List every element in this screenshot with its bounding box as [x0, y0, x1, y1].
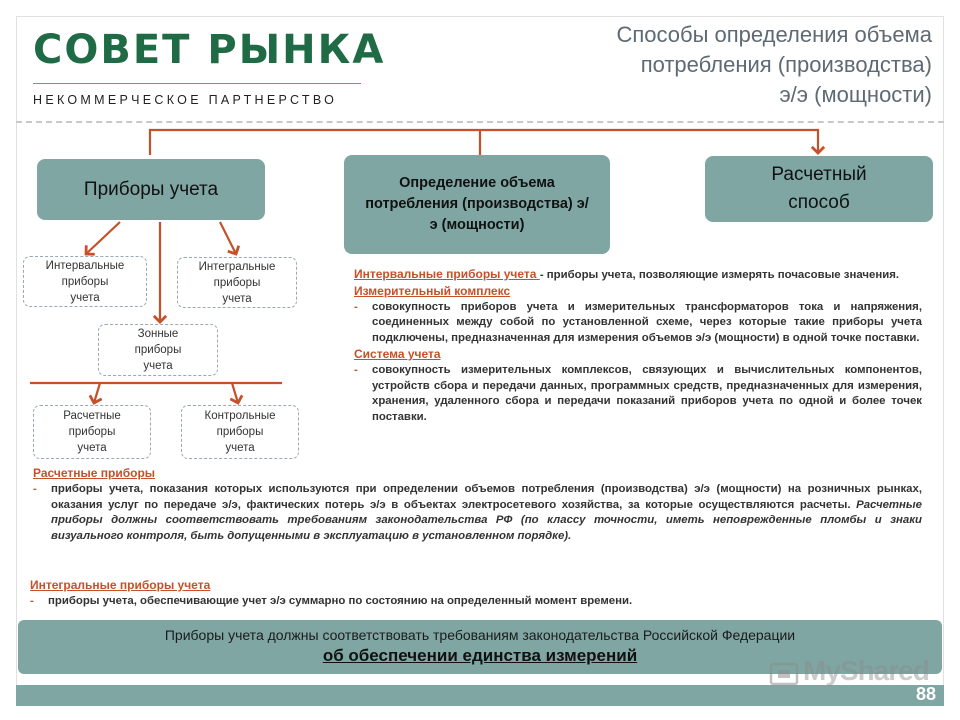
interval-line-3: учета — [70, 291, 100, 304]
control-line-2: приборы — [216, 426, 264, 438]
control-line-1: Контрольные — [204, 410, 276, 422]
settlement-definition-head: Расчетные приборы — [33, 466, 156, 480]
integral-definition-head: Интегральные приборы учета — [30, 578, 211, 592]
interval-definition-text: - приборы учета, позволяющие измерять почасовые значения. — [539, 269, 900, 281]
requirements-line-2: об обеспечении единства измерений — [322, 646, 638, 665]
integral-line-2: приборы — [213, 276, 261, 289]
integral-line-3: учета — [222, 292, 252, 305]
integral-definition-item — [30, 594, 922, 610]
settlement-line-3: учета — [77, 442, 107, 454]
footer-bar — [16, 685, 944, 706]
logo-subtitle: НЕКОММЕРЧЕСКОЕ ПАРТНЕРСТВО — [33, 93, 338, 107]
integral-definition — [30, 578, 922, 610]
page-number: 88 — [915, 684, 936, 704]
volume-determination-box: Определение объема потребления (производства) э/э (мощности) — [344, 155, 610, 254]
settlement-definition-italic: Расчетные приборы должны соответствовать требованиям законодательства РФ (по классу точности, иметь неповрежденные пломбы и знаки визуального контроля, быть допущенными в эксплуатацию в установленном порядке). — [51, 498, 922, 543]
settlement-line-2: приборы — [68, 426, 116, 438]
watermark-text: MyShared — [803, 655, 929, 686]
zonal-line-2: приборы — [134, 344, 182, 356]
control-line-3: учета — [225, 442, 255, 454]
connector-top — [150, 130, 818, 155]
calculation-method-line-2: способ — [788, 192, 850, 213]
integral-meters-box — [177, 257, 297, 308]
logo-title: СОВЕТ РЫНКА — [33, 27, 386, 73]
integral-dash: - — [30, 594, 34, 607]
connector-to-settlement — [94, 383, 100, 403]
complex-definition-text: совокупность приборов учета и измерительных трансформаторов тока и напряжения, соединенных между собой по установленной схеме, через которые такие приборы учета подключены, предназначенная для измерения объемов э/э (мощности) в одной точке поставки. — [372, 300, 922, 345]
connector-to-interval — [86, 222, 120, 254]
complex-definition — [354, 300, 922, 347]
control-meters-box — [181, 405, 299, 459]
zonal-meters-box — [98, 324, 218, 376]
zonal-line-1: Зонные — [137, 328, 179, 340]
title-line-2: потребления (производства) — [640, 52, 932, 77]
interval-meters-box — [23, 256, 147, 307]
requirements-line-1: Приборы учета должны соответствовать требованиям законодательства Российской Федерации — [164, 627, 796, 643]
system-dash: - — [354, 363, 358, 376]
metering-devices-box: Приборы учета — [37, 159, 265, 220]
watermark-icon — [768, 660, 802, 690]
system-definition-head: Система учета — [354, 346, 441, 361]
settlement-definition — [33, 466, 922, 545]
definitions-right — [354, 267, 922, 426]
interval-line-1: Интервальные — [45, 259, 125, 272]
settlement-definition-text: приборы учета, показания которых используются при определении объемов потребления (производства) э/э (мощности) на розничных рынках, оказания услуг по передаче э/э, фактических потерь э/э в объектах электросетевого хозяйства, за которые осуществляются расчеты. — [51, 482, 922, 511]
complex-dash: - — [354, 300, 358, 313]
settlement-dash: - — [33, 482, 37, 495]
settlement-line-1: Расчетные — [63, 410, 121, 422]
title-line-3: э/э (мощности) — [779, 82, 932, 107]
interval-definition-head: Интервальные приборы учета — [354, 267, 540, 281]
integral-line-1: Интегральные — [198, 260, 276, 273]
calculation-method-box — [705, 156, 933, 222]
interval-definition — [354, 267, 922, 284]
calculation-method-line-1: Расчетный — [771, 164, 867, 185]
system-definition — [354, 363, 922, 426]
complex-definition-head: Измерительный комплекс — [354, 283, 511, 298]
settlement-meters-box — [33, 405, 151, 459]
zonal-line-3: учета — [143, 360, 173, 372]
interval-line-2: приборы — [61, 275, 109, 288]
integral-definition-text: приборы учета, обеспечивающие учет э/э суммарно по состоянию на определенный момент времени. — [48, 594, 633, 607]
settlement-definition-item — [33, 482, 922, 545]
system-definition-text: совокупность измерительных комплексов, связующих и вычислительных компонентов, устройств сбора и передачи данных, программных средств, предназначенных для измерения, хранения, удаленного сбора и передачи показаний приборов учета по одной и более точек поставки. — [372, 363, 922, 424]
connector-to-integral — [220, 222, 236, 254]
title-line-1: Способы определения объема — [616, 22, 932, 47]
connector-to-control — [232, 383, 238, 403]
